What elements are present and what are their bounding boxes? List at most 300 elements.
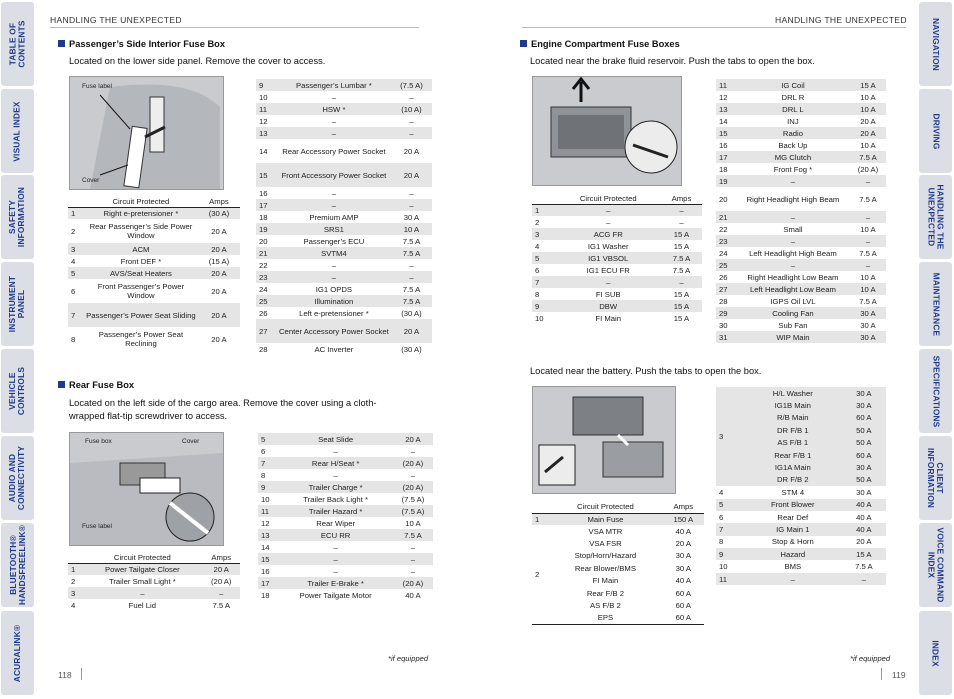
fuse-amps: 10 A xyxy=(850,103,886,115)
circuit-name: EPS xyxy=(548,612,662,624)
circuit-name: Front Passenger’s Power Window xyxy=(84,279,198,303)
table-row xyxy=(716,223,886,235)
circuit-name: Right e-pretensioner * xyxy=(84,207,198,219)
fuse-amps: 7.5 A xyxy=(391,283,432,295)
header-circuit-cell: Circuit Protected xyxy=(84,196,198,207)
fuse-number: 25 xyxy=(256,295,277,307)
table-header-row xyxy=(68,552,240,563)
table-row xyxy=(256,307,432,319)
fuse-number: 5 xyxy=(68,267,84,279)
circuit-name: – xyxy=(277,127,391,139)
table-row xyxy=(716,247,886,259)
circuit-name: IG1 Washer xyxy=(556,240,661,252)
fuse-amps: 10 A xyxy=(391,223,432,235)
circuit-name: AVS/Seat Heaters xyxy=(84,267,198,279)
fuse-amps: – xyxy=(391,199,432,211)
right-tab-4[interactable] xyxy=(919,262,952,346)
fuse-amps: 15 A xyxy=(661,300,702,312)
fuse-amps: (20 A) xyxy=(393,577,433,589)
left-tab-label: VISUAL INDEX xyxy=(12,100,22,162)
fuse-amps: (30 A) xyxy=(391,343,432,355)
circuit-name: Trailer Charge * xyxy=(278,481,392,493)
circuit-name: Stop/Horn/Hazard xyxy=(548,550,662,562)
circuit-name: Cooling Fan xyxy=(736,307,850,319)
fuse-number: 17 xyxy=(716,151,736,163)
cover-callout: Cover xyxy=(82,177,100,184)
circuit-name: Rear Def xyxy=(744,511,842,523)
circuit-name: – xyxy=(278,445,392,457)
right-tab-label: NAVIGATION xyxy=(931,17,942,71)
table-row xyxy=(258,541,433,553)
fuse-number: 1 xyxy=(532,204,556,216)
table-row xyxy=(256,115,432,127)
left-tab-5[interactable] xyxy=(1,349,34,433)
fuse-number: 26 xyxy=(716,271,736,283)
table-row xyxy=(716,486,886,498)
fuse-amps: – xyxy=(391,91,432,103)
fuse-amps: (7.5 A) xyxy=(393,505,433,517)
engine-section-title: Engine Compartment Fuse Boxes xyxy=(520,39,680,49)
table-row xyxy=(256,319,432,343)
fuse-amps: 60 A xyxy=(663,612,704,624)
fuse-amps: (7.5 A) xyxy=(393,493,433,505)
fuse-amps: – xyxy=(850,211,886,223)
circuit-name: Rear H/Seat * xyxy=(278,457,392,469)
fuse-amps: – xyxy=(850,175,886,187)
fuse-number: 25 xyxy=(716,259,736,271)
passenger-fuse-table-1 xyxy=(68,196,240,351)
fuse-number: 6 xyxy=(716,511,744,523)
fuse-amps: 40 A xyxy=(663,525,704,537)
circuit-name: AS F/B 1 xyxy=(744,437,842,449)
table-row xyxy=(716,271,886,283)
fuse-amps: (15 A) xyxy=(198,255,240,267)
table-row xyxy=(716,560,886,572)
circuit-name: Power Tailgate Motor xyxy=(278,589,392,601)
fuse-number: 17 xyxy=(256,199,277,211)
fuse-amps: 30 A xyxy=(850,307,886,319)
fuse-number: 7 xyxy=(68,303,84,327)
fuse-amps: 60 A xyxy=(663,587,704,599)
fuse-amps: 10 A xyxy=(850,91,886,103)
table-row xyxy=(532,575,704,587)
left-tab-label: VEHICLE CONTROLS xyxy=(7,366,27,416)
circuit-name: – xyxy=(278,553,392,565)
table-row xyxy=(256,103,432,115)
circuit-name: Rear F/B 1 xyxy=(744,449,842,461)
circuit-name: Back Up xyxy=(736,139,850,151)
right-tab-2[interactable] xyxy=(919,89,952,173)
fuse-amps: 30 A xyxy=(663,550,704,562)
fuse-number: 5 xyxy=(716,499,744,511)
circuit-name: VSA MTR xyxy=(548,525,662,537)
fuse-amps: 20 A xyxy=(198,267,240,279)
rear-cover-callout: Cover xyxy=(182,438,200,445)
fuse-number: 26 xyxy=(256,307,277,319)
fuse-number: 2 xyxy=(532,216,556,228)
circuit-name: Right Headlight Low Beam xyxy=(736,271,850,283)
fuse-number: 2 xyxy=(68,219,84,243)
table-row xyxy=(716,283,886,295)
fuse-number: 4 xyxy=(68,255,84,267)
header-num-cell xyxy=(532,501,548,513)
fuse-amps: 7.5 A xyxy=(391,295,432,307)
table-row xyxy=(532,612,704,624)
header-circuit-cell: Circuit Protected xyxy=(556,193,661,204)
table-row xyxy=(532,252,702,264)
fuse-amps: 20 A xyxy=(391,139,432,163)
table-row xyxy=(68,219,240,243)
fuse-number: 23 xyxy=(256,271,277,283)
fuse-number: 4 xyxy=(532,240,556,252)
left-tab-8[interactable] xyxy=(1,611,34,695)
table-row xyxy=(716,573,886,585)
circuit-name: Rear F/B 2 xyxy=(548,587,662,599)
rear-fuse-box-callout: Fuse box xyxy=(85,438,112,445)
fuse-number: 11 xyxy=(716,79,736,91)
fuse-amps: – xyxy=(393,541,433,553)
circuit-name: – xyxy=(277,187,391,199)
circuit-name: – xyxy=(556,204,661,216)
fuse-number: 3 xyxy=(532,228,556,240)
table-row xyxy=(256,223,432,235)
fuse-amps: 30 A xyxy=(842,387,886,399)
rear-section-title: Rear Fuse Box xyxy=(58,380,134,390)
fuse-amps: 20 A xyxy=(198,243,240,255)
fuse-amps: – xyxy=(391,115,432,127)
circuit-name: FI Main xyxy=(556,312,661,324)
battery-fuse-table-1 xyxy=(532,501,704,625)
fuse-amps: 7.5 A xyxy=(391,247,432,259)
circuit-name: Fuel Lid xyxy=(82,599,202,611)
table-row xyxy=(68,279,240,303)
table-row xyxy=(716,499,886,511)
fuse-amps: (10 A) xyxy=(391,103,432,115)
circuit-name: DRL R xyxy=(736,91,850,103)
header-num-cell xyxy=(68,196,84,207)
circuit-name: AC Inverter xyxy=(277,343,391,355)
fuse-amps: – xyxy=(842,573,886,585)
table-row xyxy=(532,513,704,525)
fuse-number: 30 xyxy=(716,319,736,331)
fuse-number: 27 xyxy=(716,283,736,295)
header-amps-cell: Amps xyxy=(661,193,702,204)
circuit-name: Hazard xyxy=(744,548,842,560)
fuse-amps: – xyxy=(202,587,240,599)
fuse-amps: 15 A xyxy=(661,240,702,252)
fuse-amps: 20 A xyxy=(842,536,886,548)
left-tab-7[interactable] xyxy=(1,523,34,607)
fuse-number: 29 xyxy=(716,307,736,319)
table-row xyxy=(68,575,240,587)
fuse-number: 18 xyxy=(256,211,277,223)
header-amps-cell: Amps xyxy=(663,501,704,513)
circuit-name: STM 4 xyxy=(744,486,842,498)
fuse-number: 6 xyxy=(68,279,84,303)
table-row xyxy=(716,103,886,115)
table-row xyxy=(532,537,704,549)
table-row xyxy=(716,319,886,331)
left-tab-3[interactable] xyxy=(1,175,34,259)
fuse-amps: – xyxy=(661,204,702,216)
fuse-label-callout: Fuse label xyxy=(82,83,112,90)
fuse-number: 27 xyxy=(256,319,277,343)
fuse-number: 11 xyxy=(716,573,744,585)
circuit-name: IG1 OPDS xyxy=(277,283,391,295)
fuse-number: 2 xyxy=(532,525,548,624)
fuse-amps: 60 A xyxy=(842,412,886,424)
circuit-name: AS F/B 2 xyxy=(548,599,662,611)
circuit-name: INJ xyxy=(736,115,850,127)
fuse-amps: 10 A xyxy=(850,271,886,283)
table-row xyxy=(532,562,704,574)
circuit-name: Front DEF * xyxy=(84,255,198,267)
table-row xyxy=(716,91,886,103)
circuit-name: – xyxy=(278,565,392,577)
fuse-amps: 20 A xyxy=(198,327,240,351)
left-tab-1[interactable] xyxy=(1,2,34,86)
table-row xyxy=(256,211,432,223)
fuse-number: 5 xyxy=(532,252,556,264)
fuse-number: 28 xyxy=(256,343,277,355)
table-row xyxy=(532,599,704,611)
fuse-amps: 30 A xyxy=(842,461,886,473)
circuit-name: SRS1 xyxy=(277,223,391,235)
rear-section-desc: Located on the left side of the cargo area. Remove the cover using a cloth-wrapped flat-tip screwdriver to access. xyxy=(69,398,377,421)
fuse-amps: 30 A xyxy=(850,319,886,331)
fuse-amps: 20 A xyxy=(198,219,240,243)
table-row xyxy=(68,587,240,599)
fuse-number: 18 xyxy=(716,163,736,175)
table-row xyxy=(258,481,433,493)
right-header-rule xyxy=(522,27,906,28)
circuit-name: – xyxy=(556,276,661,288)
passenger-section-title: Passenger’s Side Interior Fuse Box xyxy=(58,39,225,49)
circuit-name: Right Headlight High Beam xyxy=(736,187,850,211)
fuse-number: 16 xyxy=(258,565,278,577)
fuse-number: 28 xyxy=(716,295,736,307)
fuse-number: 10 xyxy=(532,312,556,324)
right-tab-5[interactable] xyxy=(919,349,952,433)
circuit-name: Power Tailgate Closer xyxy=(82,563,202,575)
battery-fuse-box-illustration xyxy=(532,386,676,494)
table-row xyxy=(532,276,702,288)
table-row xyxy=(532,550,704,562)
fuse-number: 1 xyxy=(68,207,84,219)
right-tab-3[interactable] xyxy=(919,175,952,259)
fuse-number: 14 xyxy=(716,115,736,127)
header-circuit-cell: Circuit Protected xyxy=(548,501,662,513)
fuse-amps: 7.5 A xyxy=(661,264,702,276)
fuse-amps: 20 A xyxy=(198,279,240,303)
left-page-number: 118 xyxy=(58,670,72,680)
engine-fuse-table-2 xyxy=(716,79,886,343)
fuse-amps: 7.5 A xyxy=(850,151,886,163)
table-row xyxy=(716,295,886,307)
fuse-number: 3 xyxy=(716,387,744,486)
left-tab-label: AUDIO AND CONNECTIVITY xyxy=(7,445,27,511)
fuse-number: 1 xyxy=(532,513,548,525)
fuse-number: 21 xyxy=(716,211,736,223)
circuit-name: Rear Blower/BMS xyxy=(548,562,662,574)
fuse-amps: – xyxy=(393,565,433,577)
fuse-amps: 20 A xyxy=(391,319,432,343)
circuit-name: Sub Fan xyxy=(736,319,850,331)
fuse-amps: – xyxy=(661,216,702,228)
rear-fuse-label-callout: Fuse label xyxy=(82,523,112,530)
fuse-amps: 7.5 A xyxy=(842,560,886,572)
fuse-number: 13 xyxy=(256,127,277,139)
left-tab-2[interactable] xyxy=(1,89,34,173)
table-row xyxy=(716,548,886,560)
fuse-number: 15 xyxy=(258,553,278,565)
left-tab-label: SAFETY INFORMATION xyxy=(7,186,27,248)
table-row xyxy=(716,139,886,151)
right-tab-label: INDEX xyxy=(930,639,941,667)
left-running-header: HANDLING THE UNEXPECTED xyxy=(50,15,182,25)
right-footnote: *if equipped xyxy=(850,654,891,663)
header-num-cell xyxy=(532,193,556,204)
fuse-number: 4 xyxy=(716,486,744,498)
circuit-name: – xyxy=(278,469,392,481)
circuit-name: Stop & Horn xyxy=(744,536,842,548)
table-row xyxy=(716,235,886,247)
rear-fuse-table-1 xyxy=(68,552,240,611)
table-row xyxy=(532,216,702,228)
circuit-name: Left Headlight High Beam xyxy=(736,247,850,259)
fuse-amps: 7.5 A xyxy=(391,235,432,247)
fuse-amps: – xyxy=(850,235,886,247)
circuit-name: DRL L xyxy=(736,103,850,115)
fuse-amps: 40 A xyxy=(663,575,704,587)
table-row xyxy=(716,187,886,211)
fuse-amps: – xyxy=(393,469,433,481)
fuse-amps: 10 A xyxy=(393,517,433,529)
fuse-amps: 60 A xyxy=(663,599,704,611)
fuse-number: 20 xyxy=(716,187,736,211)
table-header-row xyxy=(532,193,702,204)
right-tab-8[interactable] xyxy=(919,611,952,695)
circuit-name: – xyxy=(277,115,391,127)
fuse-number: 15 xyxy=(716,127,736,139)
table-row xyxy=(256,343,432,355)
table-row xyxy=(68,243,240,255)
fuse-number: 13 xyxy=(716,103,736,115)
fuse-number: 23 xyxy=(716,235,736,247)
table-row xyxy=(256,283,432,295)
circuit-name: IG1 VBSOL xyxy=(556,252,661,264)
fuse-amps: 10 A xyxy=(850,223,886,235)
table-row xyxy=(258,553,433,565)
right-tab-6[interactable] xyxy=(919,436,952,520)
circuit-name: Rear Accessory Power Socket xyxy=(277,139,391,163)
fuse-number: 8 xyxy=(258,469,278,481)
right-tab-label: CLIENT INFORMATION xyxy=(926,447,946,509)
fuse-amps: 40 A xyxy=(842,511,886,523)
battery-fuse-table-2 xyxy=(716,387,886,585)
circuit-name: Passenger’s Power Seat Sliding xyxy=(84,303,198,327)
fuse-number: 9 xyxy=(532,300,556,312)
circuit-name: – xyxy=(736,259,850,271)
circuit-name: Rear Wiper xyxy=(278,517,392,529)
fuse-number: 8 xyxy=(532,288,556,300)
fuse-number: 9 xyxy=(258,481,278,493)
table-row xyxy=(532,264,702,276)
fuse-amps: 15 A xyxy=(850,79,886,91)
circuit-name: – xyxy=(556,216,661,228)
right-tab-7[interactable] xyxy=(919,523,952,607)
table-row xyxy=(256,79,432,91)
fuse-amps: – xyxy=(391,271,432,283)
fuse-number: 10 xyxy=(256,91,277,103)
fuse-number: 8 xyxy=(68,327,84,351)
circuit-name: H/L Washer xyxy=(744,387,842,399)
passenger-section-desc: Located on the lower side panel. Remove the cover to access. xyxy=(69,56,326,66)
fuse-number: 16 xyxy=(256,187,277,199)
fuse-number: 7 xyxy=(716,523,744,535)
circuit-name: – xyxy=(277,259,391,271)
header-num-cell xyxy=(68,552,82,563)
right-running-header: HANDLING THE UNEXPECTED xyxy=(775,15,907,25)
circuit-name: IG1B Main xyxy=(744,399,842,411)
left-tab-4[interactable] xyxy=(1,262,34,346)
circuit-name: Left Headlight Low Beam xyxy=(736,283,850,295)
engine-section-desc-1: Located near the brake fluid reservoir. Push the tabs to open the box. xyxy=(530,56,815,66)
fuse-amps: 40 A xyxy=(842,499,886,511)
table-row xyxy=(256,91,432,103)
circuit-name: VSA FSR xyxy=(548,537,662,549)
fuse-amps: – xyxy=(850,259,886,271)
fuse-amps: 10 A xyxy=(850,139,886,151)
table-row xyxy=(256,199,432,211)
fuse-number: 12 xyxy=(258,517,278,529)
right-tab-label: DRIVING xyxy=(931,113,942,149)
fuse-amps: 30 A xyxy=(842,486,886,498)
fuse-amps: 10 A xyxy=(850,283,886,295)
fuse-number: 8 xyxy=(716,536,744,548)
table-row xyxy=(258,565,433,577)
fuse-number: 21 xyxy=(256,247,277,259)
table-row xyxy=(258,577,433,589)
circuit-name: Front Blower xyxy=(744,499,842,511)
circuit-name: DR F/B 1 xyxy=(744,424,842,436)
fuse-number: 24 xyxy=(716,247,736,259)
fuse-amps: 15 A xyxy=(661,228,702,240)
table-row xyxy=(256,247,432,259)
fuse-number: 22 xyxy=(716,223,736,235)
fuse-amps: 15 A xyxy=(842,548,886,560)
circuit-name: Illumination xyxy=(277,295,391,307)
circuit-name: – xyxy=(277,91,391,103)
circuit-name: Center Accessory Power Socket xyxy=(277,319,391,343)
fuse-number: 5 xyxy=(258,433,278,445)
table-row xyxy=(68,563,240,575)
fuse-number: 10 xyxy=(716,560,744,572)
circuit-name: IG Coil xyxy=(736,79,850,91)
circuit-name: Rear Passenger’s Side Power Window xyxy=(84,219,198,243)
circuit-name: BMS xyxy=(744,560,842,572)
circuit-name: – xyxy=(277,271,391,283)
fuse-amps: 20 A xyxy=(663,537,704,549)
table-row xyxy=(258,445,433,457)
table-row xyxy=(716,511,886,523)
table-row xyxy=(258,469,433,481)
left-tab-6[interactable] xyxy=(1,436,34,520)
fuse-number: 18 xyxy=(258,589,278,601)
fuse-number: 12 xyxy=(716,91,736,103)
table-header-row xyxy=(68,196,240,207)
right-tab-1[interactable] xyxy=(919,2,952,86)
